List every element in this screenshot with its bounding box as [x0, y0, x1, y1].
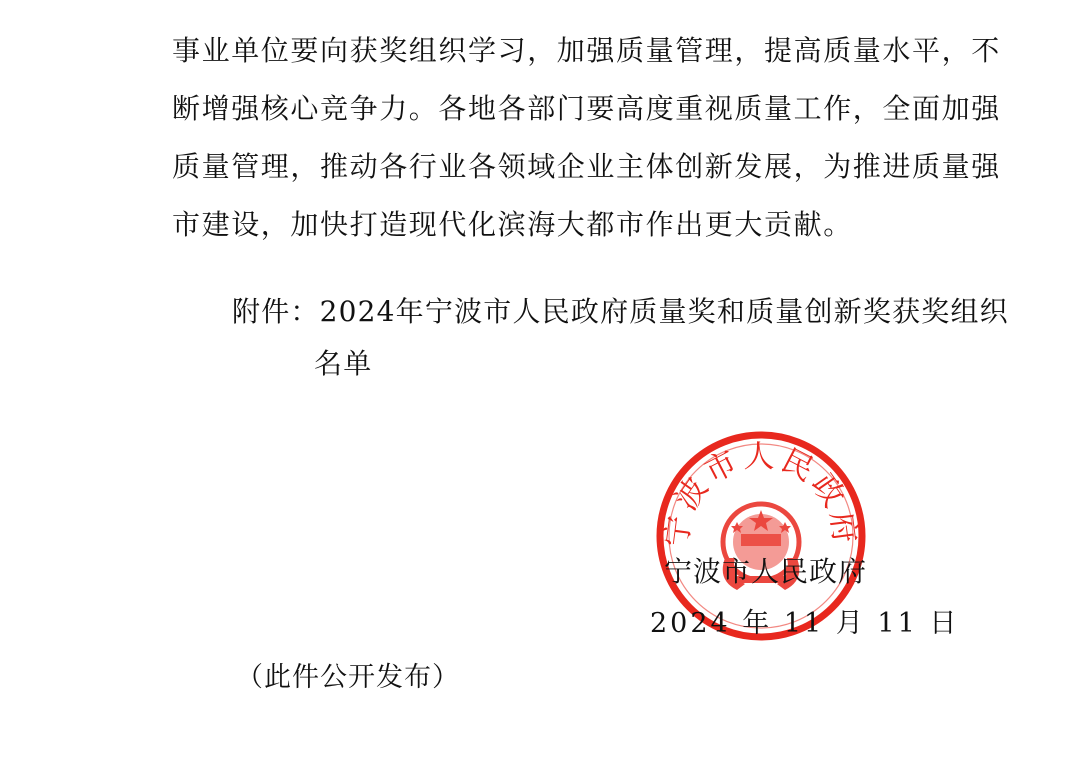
attachment-label: 附件： — [232, 295, 320, 328]
body-line: 质量管理，推动各行业各领域企业主体创新发展，为推进质量强 — [172, 150, 1001, 183]
seal-ring-text: 宁波市人民政府 — [658, 438, 864, 550]
body-line: 断增强核心竞争力。各地各部门要高度重视质量工作，全面加强 — [172, 92, 1001, 125]
attachment-title: 2024年宁波市人民政府质量奖和质量创新奖获奖组织 — [319, 295, 1009, 328]
public-release-note: （此件公开发布） — [236, 662, 460, 693]
body-paragraph — [172, 22, 1001, 254]
body-line: 市建设，加快打造现代化滨海大都市作出更大贡献。 — [172, 208, 853, 241]
attachment-line-2: 名单 — [314, 347, 373, 380]
body-line: 事业单位要向获奖组织学习，加强质量管理，提高质量水平，不 — [172, 34, 1001, 67]
issue-date: 2024 年 11 月 11 日 — [650, 608, 960, 639]
attachment-line-1 — [232, 286, 1009, 338]
issuer-signature: 宁波市人民政府 — [664, 555, 868, 588]
attachment-block — [232, 286, 1009, 390]
